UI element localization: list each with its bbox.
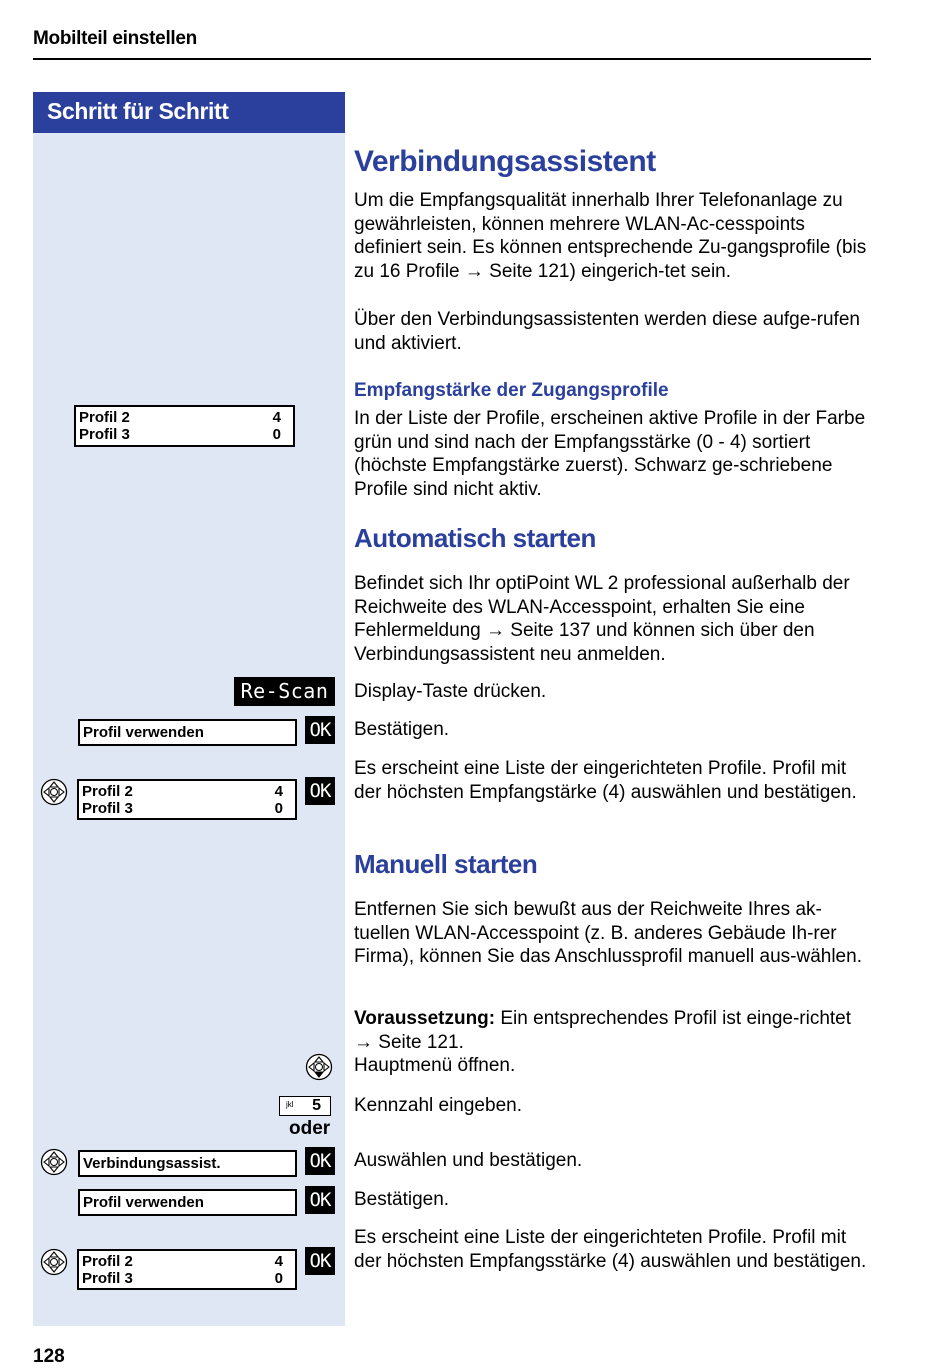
- profile-name: Profil 3: [82, 800, 133, 817]
- empfangstaerke-paragraph: In der Liste der Profile, erscheinen aktive Profile in der Farbe grün und sind nach der Empfangsstärke (0 - 4) sortiert (höchste Empfangstärke zuerst). Schwarz ge-schriebene Profile sind nicht aktiv.: [354, 408, 866, 501]
- manual-step-4: Bestätigen.: [354, 1189, 450, 1210]
- manual-step-1: Hauptmenü öffnen.: [354, 1055, 516, 1076]
- navigation-key-icon[interactable]: [40, 778, 68, 806]
- running-header: Mobilteil einstellen: [33, 28, 197, 49]
- profile-strength: 4: [272, 409, 281, 426]
- sidebar-title: Schritt für Schritt: [33, 92, 345, 133]
- manual-step-3: Auswählen und bestätigen.: [354, 1150, 583, 1171]
- ok-button[interactable]: OK: [305, 1147, 335, 1175]
- profile-strength: 4: [274, 1253, 283, 1270]
- profile-name: Profil 2: [82, 1253, 133, 1270]
- navigation-key-icon[interactable]: [40, 1248, 68, 1276]
- display-profil-verwenden: Profil verwenden: [78, 1189, 297, 1216]
- navigation-key-icon[interactable]: [40, 1148, 68, 1176]
- auto-step-1: Display-Taste drücken.: [354, 681, 547, 702]
- profile-strength: 0: [272, 426, 281, 443]
- display-verbindungsassist: Verbindungsassist.: [78, 1150, 297, 1177]
- rescan-softkey[interactable]: Re-Scan: [234, 677, 335, 706]
- prerequisite-label: Voraussetzung:: [354, 1008, 496, 1029]
- keypad-key-5[interactable]: [279, 1096, 331, 1116]
- auto-step-3: Es erscheint eine Liste der eingerichteten Profile. Profil mit der höchsten Empfangstärke (4) auswählen und bestätigen.: [354, 758, 857, 803]
- ok-button[interactable]: OK: [305, 777, 335, 805]
- oder-label: oder: [289, 1118, 331, 1139]
- profile-strength: 0: [274, 800, 283, 817]
- prerequisite-text: Ein entsprechendes Profil ist einge-richtet → Seite 121.: [354, 1008, 852, 1053]
- header-rule: [33, 58, 871, 60]
- display-profil-verwenden: Profil verwenden: [78, 719, 297, 746]
- manual-prerequisite: [354, 1007, 874, 1054]
- intro-paragraph-2: Über den Verbindungsassistenten werden diese aufge-rufen und aktiviert.: [354, 309, 860, 354]
- auto-step-2: Bestätigen.: [354, 719, 450, 740]
- profile-strength: 4: [274, 783, 283, 800]
- keypad-key-digit: 5: [312, 1097, 321, 1114]
- display-profile-list-manual: [77, 1249, 297, 1290]
- heading-automatisch-starten: Automatisch starten: [354, 523, 596, 553]
- ok-button[interactable]: OK: [305, 716, 335, 744]
- page-title: Verbindungsassistent: [354, 145, 656, 178]
- profile-strength: 0: [274, 1270, 283, 1287]
- profile-name: Profil 3: [82, 1270, 133, 1287]
- subheading-empfangstaerke: Empfangstärke der Zugangsprofile: [354, 380, 669, 401]
- display-profile-list-intro: [74, 405, 295, 447]
- navigation-key-down-icon[interactable]: [305, 1053, 333, 1081]
- manual-paragraph: Entfernen Sie sich bewußt aus der Reichweite Ihres ak-tuellen WLAN-Accesspoint (z. B. anderes Gebäude Ih-rer Firma), können Sie das Anschlussprofil manuell aus-wählen.: [354, 899, 862, 968]
- keypad-key-letters: jkl: [286, 1100, 294, 1109]
- ok-button[interactable]: OK: [305, 1186, 335, 1214]
- manual-step-2: Kennzahl eingeben.: [354, 1095, 522, 1116]
- profile-name: Profil 2: [82, 783, 133, 800]
- manual-step-5: Es erscheint eine Liste der eingerichteten Profile. Profil mit der höchsten Empfangsstärke (4) auswählen und bestätigen.: [354, 1227, 867, 1272]
- profile-name: Profil 2: [79, 409, 130, 426]
- display-profile-list-auto: [77, 779, 297, 820]
- page-number: 128: [33, 1346, 65, 1367]
- ok-button[interactable]: OK: [305, 1247, 335, 1275]
- profile-name: Profil 3: [79, 426, 130, 443]
- auto-paragraph: Befindet sich Ihr optiPoint WL 2 professional außerhalb der Reichweite des WLAN-Accesspoint, erhalten Sie eine Fehlermeldung → Seite 137 und können sich über den Verbindungsassistent neu anmelden.: [354, 573, 850, 666]
- heading-manuell-starten: Manuell starten: [354, 849, 538, 879]
- intro-paragraph: Um die Empfangsqualität innerhalb Ihrer Telefonanlage zu gewährleisten, können mehrere WLAN-Ac-cesspoints definiert sein. Es können entsprechende Zu-gangsprofile (bis zu 16 Profile → Seite 121) eingerich-tet sein.: [354, 190, 867, 283]
